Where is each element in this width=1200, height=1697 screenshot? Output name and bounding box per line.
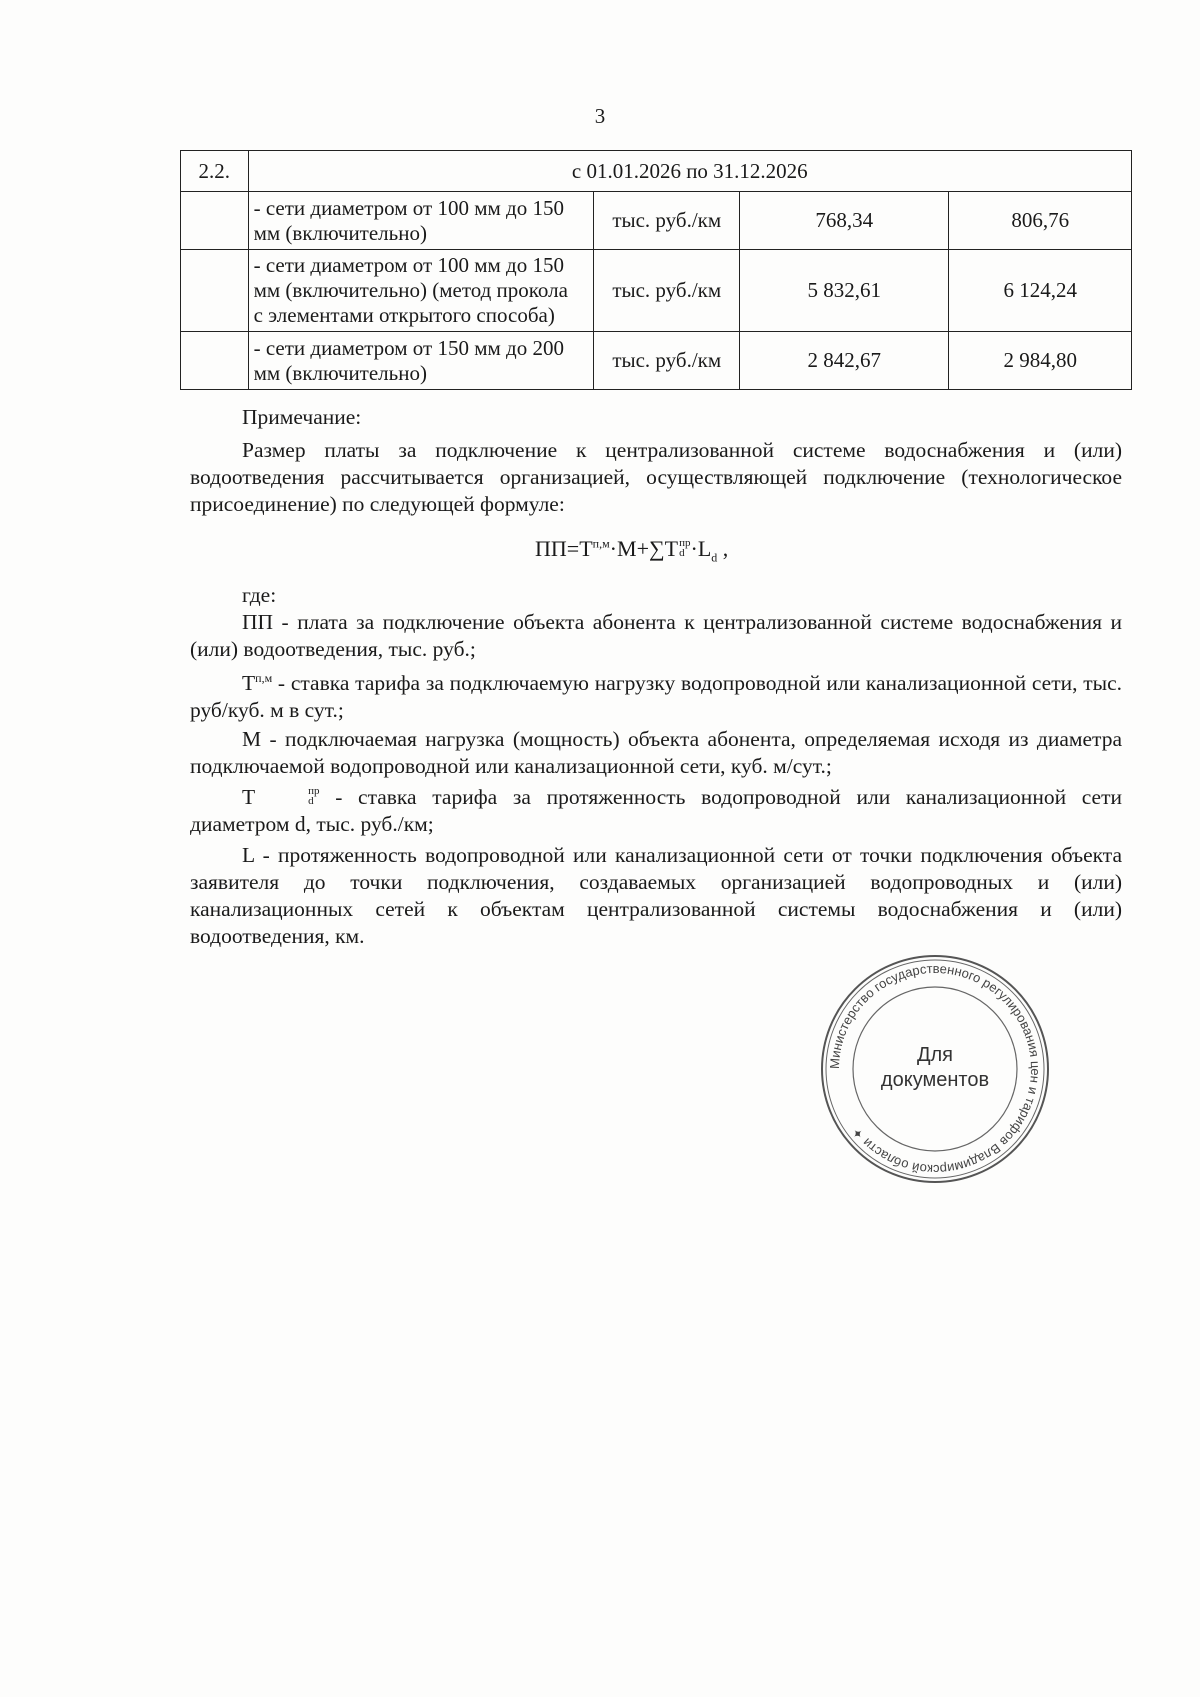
- formula-td-sup: пр: [679, 536, 691, 549]
- table-row: [181, 332, 1132, 390]
- table-row: [181, 250, 1132, 332]
- definition-m: М - подключаемая нагрузка (мощность) объекта абонента, определяемая исходя из диаметра подключаемой водопроводной или канализационной сети, куб. м/сут.;: [190, 727, 1122, 779]
- formula-m: ·М: [609, 536, 637, 561]
- tariff-table: [180, 150, 1132, 390]
- table-period-row: [181, 151, 1132, 192]
- td-symbol-sub: d: [308, 795, 314, 808]
- t-symbol: Т: [242, 671, 256, 696]
- desc-line: мм (включительно): [253, 220, 427, 245]
- network-description: [248, 192, 594, 250]
- value-cell: 2 984,80: [949, 332, 1132, 390]
- unit-cell: тыс. руб./км: [594, 332, 740, 390]
- row-number: 2.2.: [181, 151, 249, 192]
- stamp-center-line1: Для: [916, 1044, 954, 1066]
- stamp-center: [819, 953, 1051, 1185]
- stamp-ring-text: Министерство государственного регулирования цен и тарифов Владимирской области ✦: [826, 960, 1044, 1178]
- desc-line: - сети диаметром от 100 мм до 150: [253, 195, 564, 220]
- stamp-center-line2: документов: [880, 1069, 990, 1091]
- formula-l-sub: d: [711, 550, 718, 565]
- unit-cell: тыс. руб./км: [594, 192, 740, 250]
- formula-tail: ,: [717, 536, 729, 561]
- empty-cell: [181, 250, 249, 332]
- unit-cell: тыс. руб./км: [594, 250, 740, 332]
- formula-plus: +: [636, 536, 649, 561]
- value-cell: 5 832,61: [740, 250, 949, 332]
- payment-formula: [535, 536, 728, 565]
- period-cell: с 01.01.2026 по 31.12.2026: [248, 151, 1131, 192]
- official-stamp: [819, 953, 1051, 1185]
- definition-pp: ПП - плата за подключение объекта абонента к централизованной системе водоснабжения и (или) водоотведения, тыс. руб.;: [190, 610, 1122, 661]
- value-cell: 2 842,67: [740, 332, 949, 390]
- desc-line: мм (включительно) (метод прокола: [253, 278, 568, 302]
- where-label: где:: [242, 583, 277, 607]
- note-heading: Примечание:: [242, 405, 362, 429]
- formula-lhs: ПП: [535, 536, 567, 561]
- network-description: [248, 332, 594, 390]
- formula-l: ·L: [690, 536, 712, 561]
- td-symbol-sup: пр: [308, 785, 320, 798]
- td-symbol-indices: [256, 786, 319, 806]
- formula-t-sup: п,м: [592, 536, 610, 551]
- desc-line: - сети диаметром от 150 мм до 200: [253, 335, 564, 360]
- page-number: 3: [594, 104, 606, 128]
- t-text: - ставка тарифа за подключаемую нагрузку водопроводной или канализационной сети, тыс. руб/куб. м в сут.;: [190, 671, 1122, 723]
- desc-line: мм (включительно): [253, 360, 427, 385]
- value-cell: 806,76: [949, 192, 1132, 250]
- formula-td-indices: [679, 538, 690, 558]
- definition-td: [190, 784, 1122, 838]
- td-symbol: Т: [242, 785, 256, 810]
- desc-line: - сети диаметром от 100 мм до 150: [253, 253, 564, 277]
- td-text: - ставка тарифа за протяженность водопроводной или канализационной сети диаметром d, тыс. руб./км;: [190, 785, 1122, 837]
- formula-t: T: [579, 536, 593, 561]
- definition-l: L - протяженность водопроводной или канализационной сети от точки подключения объекта заявителя до точки подключения, создаваемых организацией водопроводных и (или) канализационных сетей к объектам централизованной системы водоснабжения и (или) водоотведения, км.: [190, 843, 1122, 949]
- t-symbol-sup: п,м: [255, 671, 273, 685]
- desc-line: с элементами открытого способа): [253, 303, 555, 327]
- formula-eq: =: [566, 536, 580, 561]
- note-section: [190, 404, 1122, 518]
- network-description: [248, 250, 594, 332]
- empty-cell: [181, 332, 249, 390]
- value-cell: 768,34: [740, 192, 949, 250]
- definitions-section: [190, 582, 1122, 950]
- table-row: [181, 192, 1132, 250]
- formula-td: T: [664, 536, 679, 561]
- definition-t: [190, 665, 1122, 724]
- note-intro: Размер платы за подключение к централизованной системе водоснабжения и (или) водоотведения рассчитывается организацией, осуществляющей подключение (технологическое присоединение) по следующей формуле:: [190, 438, 1122, 516]
- value-cell: 6 124,24: [949, 250, 1132, 332]
- formula-sum: ∑: [648, 536, 665, 561]
- formula-td-sub: d: [679, 546, 685, 559]
- empty-cell: [181, 192, 249, 250]
